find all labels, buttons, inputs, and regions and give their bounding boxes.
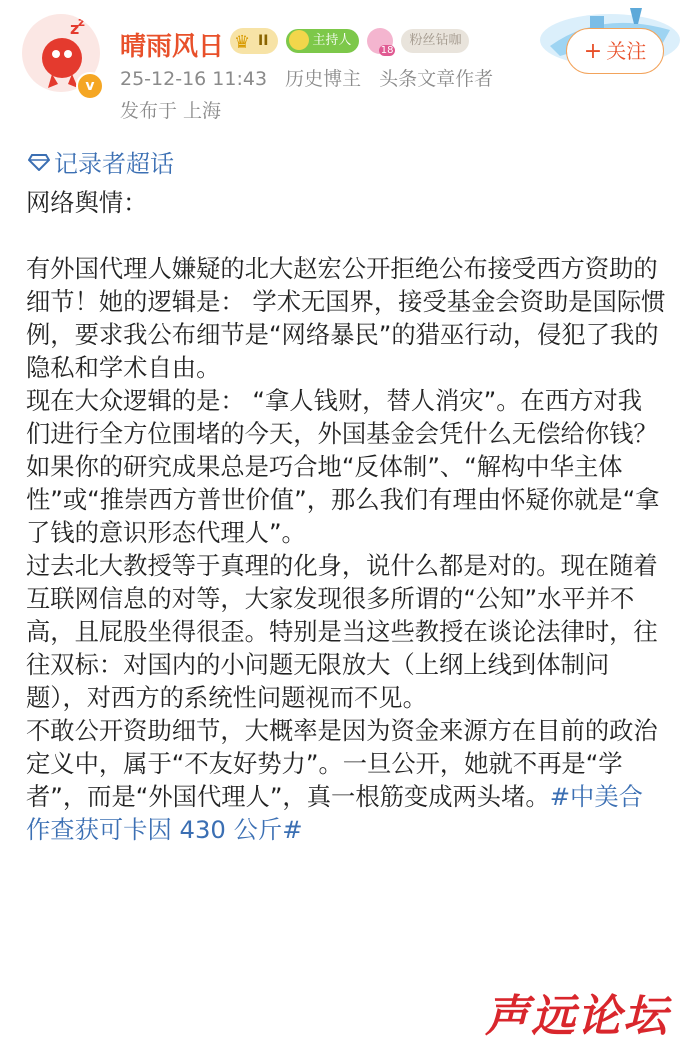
- user-badges: [230, 28, 469, 54]
- watermark-logo: 声远论坛: [485, 991, 669, 1042]
- svg-text:z: z: [70, 19, 80, 38]
- host-icon: [289, 30, 309, 50]
- username[interactable]: 晴雨风日: [120, 32, 225, 62]
- fans-level-icon[interactable]: 18: [367, 28, 393, 54]
- diamond-icon: [28, 153, 50, 171]
- post-intro: 网络舆情：: [26, 188, 148, 217]
- post-body: [26, 186, 666, 846]
- user-tag: 历史博主: [285, 68, 362, 90]
- post-paragraph: 现在大众逻辑的是： “拿人钱财，替人消灾”。在西方对我们进行全方位围堵的今天，外国基金会凭什么无偿给你钱？如果你的研究成果总是巧合地“反体制”、“解构中华主体性”或“推崇西方普世价值”，那么我们有理由怀疑你就是“拿了钱的意识形态代理人”。: [26, 386, 660, 547]
- fans-badge[interactable]: 粉丝钻咖: [401, 29, 469, 53]
- post-location: 发布于 上海: [120, 100, 222, 122]
- post-header: [0, 0, 690, 140]
- post-meta: [120, 64, 505, 91]
- post-date: 25-12-16 11:43: [120, 68, 268, 90]
- post-paragraph: 过去北大教授等于真理的化身，说什么都是对的。现在随着互联网信息的对等，大家发现很多所谓的“公知”水平并不高，且屁股坐得很歪。特别是当这些教授在谈论法律时，往往双标：对国内的小问题无限放大（上纲上线到体制问题），对西方的系统性问题视而不见。: [26, 551, 658, 712]
- svg-text:z: z: [78, 15, 85, 29]
- supertopic-link[interactable]: 记录者超话: [28, 144, 174, 179]
- crown-icon: ♛: [234, 32, 251, 53]
- post-paragraph: [26, 714, 666, 846]
- host-badge[interactable]: 主持人: [286, 29, 359, 53]
- plus-icon: +: [583, 39, 603, 64]
- level-badge[interactable]: ♛ II: [230, 28, 278, 54]
- verified-badge-icon: v: [76, 72, 104, 100]
- follow-button[interactable]: + 关注: [566, 28, 664, 74]
- hashtag-link[interactable]: #中美合作查获可卡因 430 公斤#: [26, 782, 643, 844]
- post-paragraph-text: 不敢公开资助细节，大概率是因为资金来源方在目前的政治定义中，属于“不友好势力”。一旦公开，她就不再是“学者”，而是“外国代理人”，真一根筋变成两头堵。: [26, 716, 658, 811]
- post-paragraph: 有外国代理人嫌疑的北大赵宏公开拒绝公布接受西方资助的细节！她的逻辑是： 学术无国界，接受基金会资助是国际惯例，要求我公布细节是“网络暴民”的猎巫行动，侵犯了我的隐私和学术自由。: [26, 254, 666, 382]
- user-tag: 头条文章作者: [379, 68, 494, 90]
